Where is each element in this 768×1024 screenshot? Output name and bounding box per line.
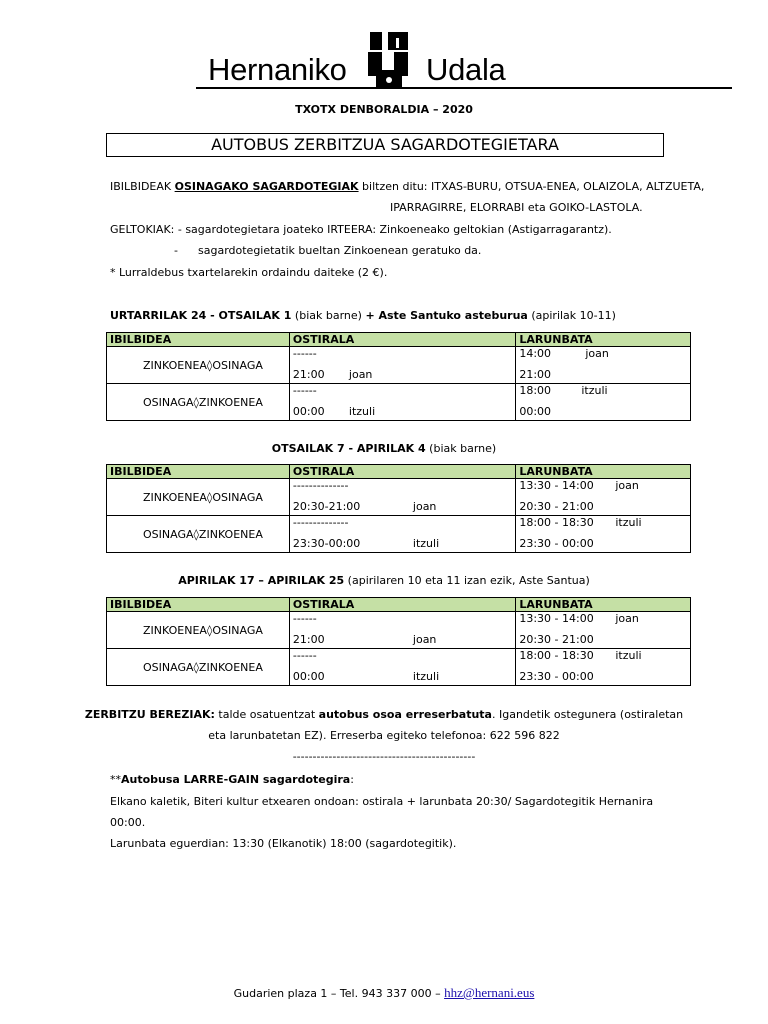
saturday-time-2: 20:30 - 21:00 (519, 633, 594, 646)
friday-time: 20:30-21:00 (292, 500, 361, 513)
larregain-line2: 00:00. (110, 816, 146, 829)
schedule-3-note: (apirilaren 10 eta 11 izan ezik, Aste Santua) (344, 574, 590, 587)
saturday-time: 18:00 - 18:30 (519, 516, 594, 529)
column-saturday: LARUNBATA (516, 598, 691, 612)
table-row (107, 649, 691, 686)
table-row (107, 612, 691, 649)
friday-cell (289, 384, 515, 421)
larregain-title: Autobusa LARRE-GAIN sagardotegira (121, 773, 351, 786)
saturday-direction: joan (615, 612, 639, 625)
saturday-direction: joan (585, 347, 609, 360)
special-services-line1 (0, 708, 768, 721)
route-cell: ZINKOENEA◊OSINAGA (107, 479, 290, 516)
larregain-prefix: ** (110, 773, 121, 786)
footer-address: Gudarien plaza 1 – Tel. 943 337 000 – (233, 987, 445, 1000)
saturday-cell (516, 649, 691, 686)
friday-direction: itzuli (412, 670, 440, 683)
column-friday: OSTIRALA (289, 465, 515, 479)
friday-direction: itzuli (348, 405, 376, 418)
friday-cell (289, 612, 515, 649)
friday-time: 23:30-00:00 (292, 537, 361, 550)
table-row (107, 384, 691, 421)
friday-time: 21:00 (292, 633, 325, 646)
friday-time: 00:00 (292, 670, 325, 683)
friday-direction: joan (412, 633, 437, 646)
table-row (107, 347, 691, 384)
schedule-1-title (110, 309, 616, 322)
season-heading: TXOTX DENBORALDIA – 2020 (295, 103, 473, 116)
municipal-logo-icon (366, 30, 412, 90)
larregain-heading (110, 773, 354, 786)
saturday-time: 13:30 - 14:00 (519, 479, 594, 492)
saturday-direction: itzuli (581, 384, 608, 397)
friday-time: 00:00 (292, 405, 325, 418)
saturday-cell (516, 516, 691, 553)
schedule-1-extra-note: (apirilak 10-11) (527, 309, 616, 322)
special-services-line2: eta larunbatetan EZ). Erreserba egiteko telefonoa: 622 596 822 (208, 729, 560, 742)
schedule-3-title (0, 574, 768, 587)
route-cell: ZINKOENEA◊OSINAGA (107, 347, 290, 384)
column-friday: OSTIRALA (289, 598, 515, 612)
footer (0, 985, 768, 1001)
routes-highlight: OSINAGAKO SAGARDOTEGIAK (174, 180, 359, 193)
schedule-1-note: (biak barne) (291, 309, 366, 322)
special-services-text: talde osatuentzat (214, 708, 319, 721)
friday-placeholder: ------ (292, 649, 317, 662)
friday-placeholder: -------------- (292, 479, 349, 492)
routes-paragraph (110, 180, 704, 193)
friday-time: 21:00 (292, 368, 325, 381)
special-services-label: ZERBITZU BEREZIAK: (84, 708, 215, 721)
route-cell: OSINAGA◊ZINKOENEA (107, 649, 290, 686)
schedule-2-title (0, 442, 768, 455)
column-saturday: LARUNBATA (516, 465, 691, 479)
saturday-direction: joan (615, 479, 639, 492)
saturday-direction: itzuli (615, 516, 642, 529)
stops-line2: sagardotegietatik bueltan Zinkoenean geratuko da. (198, 244, 482, 257)
schedule-1-table (106, 332, 691, 421)
header-divider (196, 87, 732, 89)
separator: ---------------------------------------------- (292, 750, 476, 763)
special-services-highlight: autobus osoa erreserbatuta (318, 708, 492, 721)
schedule-2-table (106, 464, 691, 553)
saturday-cell (516, 612, 691, 649)
friday-direction: joan (412, 500, 437, 513)
route-cell: ZINKOENEA◊OSINAGA (107, 612, 290, 649)
schedule-1-dates: URTARRILAK 24 - OTSAILAK 1 (110, 309, 292, 322)
friday-cell (289, 516, 515, 553)
saturday-time-2: 00:00 (519, 405, 552, 418)
friday-cell (289, 649, 515, 686)
saturday-time: 13:30 - 14:00 (519, 612, 594, 625)
special-services-text-2: . Igandetik ostegunera (ostiraletan (491, 708, 684, 721)
schedule-2-dates: OTSAILAK 7 - APIRILAK 4 (271, 442, 426, 455)
friday-placeholder: -------------- (292, 516, 349, 529)
stops-dash: - (174, 244, 178, 257)
schedule-3-table (106, 597, 691, 686)
larregain-colon: : (350, 773, 354, 786)
friday-cell (289, 347, 515, 384)
saturday-time-2: 21:00 (519, 368, 552, 381)
saturday-direction: itzuli (615, 649, 642, 662)
column-route: IBILBIDEA (107, 598, 290, 612)
routes-list: biltzen ditu: ITXAS-BURU, OTSUA-ENEA, OLAIZOLA, ALTZUETA, (358, 180, 705, 193)
saturday-cell (516, 347, 691, 384)
saturday-cell (516, 384, 691, 421)
logo-text-left: Hernaniko (208, 52, 347, 87)
friday-placeholder: ------ (292, 384, 317, 397)
routes-paragraph-line2: IPARRAGIRRE, ELORRABI eta GOIKO-LASTOLA. (390, 201, 643, 214)
column-friday: OSTIRALA (289, 333, 515, 347)
stops-line1: GELTOKIAK: - sagardotegietara joateko IRTEERA: Zinkoeneako geltokian (Astigarragarantz). (110, 223, 612, 236)
column-saturday: LARUNBATA (516, 333, 691, 347)
larregain-line3: Larunbata eguerdian: 13:30 (Elkanotik) 18:00 (sagardotegitik). (110, 837, 457, 850)
column-route: IBILBIDEA (107, 333, 290, 347)
page-title: AUTOBUS ZERBITZUA SAGARDOTEGIETARA (106, 133, 664, 157)
saturday-cell (516, 479, 691, 516)
schedule-1-extra: + Aste Santuko asteburua (365, 309, 528, 322)
saturday-time-2: 23:30 - 00:00 (519, 537, 594, 550)
payment-note: * Lurraldebus txartelarekin ordaindu daiteke (2 €). (110, 266, 388, 279)
table-row (107, 479, 691, 516)
saturday-time-2: 20:30 - 21:00 (519, 500, 594, 513)
schedule-3-dates: APIRILAK 17 – APIRILAK 25 (178, 574, 345, 587)
routes-label: IBILBIDEAK (110, 180, 175, 193)
friday-direction: itzuli (412, 537, 440, 550)
saturday-time-2: 23:30 - 00:00 (519, 670, 594, 683)
table-row (107, 516, 691, 553)
footer-email-link[interactable]: hhz@hernani.eus (444, 985, 535, 1000)
route-cell: OSINAGA◊ZINKOENEA (107, 516, 290, 553)
schedule-2-note: (biak barne) (425, 442, 497, 455)
logo-text-right: Udala (426, 52, 506, 87)
friday-placeholder: ------ (292, 612, 317, 625)
saturday-time: 14:00 (519, 347, 552, 360)
friday-direction: joan (348, 368, 373, 381)
friday-placeholder: ------ (292, 347, 317, 360)
saturday-time: 18:00 - 18:30 (519, 649, 594, 662)
column-route: IBILBIDEA (107, 465, 290, 479)
saturday-time: 18:00 (519, 384, 552, 397)
route-cell: OSINAGA◊ZINKOENEA (107, 384, 290, 421)
larregain-line1: Elkano kaletik, Biteri kultur etxearen ondoan: ostirala + larunbata 20:30/ Sagardotegitik Hernanira (110, 795, 654, 808)
friday-cell (289, 479, 515, 516)
